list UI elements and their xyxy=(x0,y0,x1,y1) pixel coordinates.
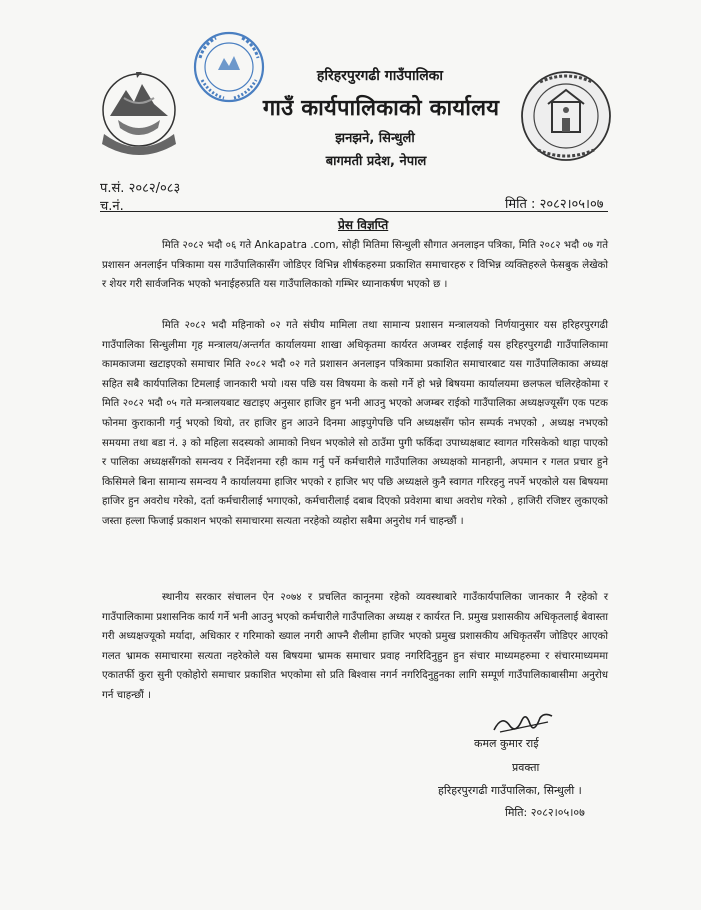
signatory-date: मिति: २०८२।०५।०७ xyxy=(505,806,585,819)
address-line-2: बागमती प्रदेश, नेपाल xyxy=(325,154,427,169)
paragraph-3: स्थानीय सरकार संचालन ऐन २०७४ र प्रचलित कानूनमा रहेको व्यवस्थाबारे गाउँकार्यपालिका जानकार नै रहेको र गाउँपालिकामा प्रशासनिक कार्य गर्ने भनी आउनु भएको कर्मचारीले गाउँपालिका अध्यक्ष र कार्यरत नि. प्रमुख प्रशासकीय अधिकृतलाई बेवास्ता गरी अध्यक्षज्यूको मर्यादा, अधिकार र गरिमाको ख्याल नगरी आफ्नै शैलीमा हाजिर भएको प्रमुख प्रशासकीय अधिकृतसँग जोडिएर आएको गलत भ्रामक समाचारमा सत्यता नहरेकोले यस बिषयमा भ्रामक समाचार प्रवाह नगरिदिनुहुन हुन संचार माध्यमहरुमा र संचारमाध्यममा एकातर्फी कुरा सुनी एकोहोरो समाचार प्रकाशित भएकोमा सो प्रति बिश्वास नगर्न नगरिदिनुहुनका लागि सम्पूर्ण गाउँपालिकाबासीमा अनुरोध गर्न चाहन्छौं । xyxy=(102,592,608,701)
nepal-emblem-icon xyxy=(96,64,182,160)
signature-icon xyxy=(490,708,560,738)
org-name: हरिहरपुरगढी गाउँपालिका xyxy=(316,68,444,84)
signatory-name: कमल कुमार राई xyxy=(474,737,539,750)
address-line-1: झनझने, सिन्धुली xyxy=(335,131,415,146)
reference-number: प.सं. २०८२/०८३ xyxy=(100,181,181,196)
municipality-seal-icon xyxy=(518,68,614,164)
header-divider xyxy=(100,211,608,212)
paragraph-2: मिति २०८२ भदौ महिनाको ०२ गते संघीय मामिला तथा सामान्य प्रशासन मन्त्रालयको निर्णयानुसार यस हरिहरपुरगढी गाउँपालिका सिन्धुलीमा गृह मन्त्रालय/अन्तर्गत कार्यालयमा शाखा अधिकृतमा कार्यरत अजम्बर राईलाई यस हरिहरपुरगढी गाउँपालिकामा कामकाजमा खटाइएको समाचार मिति २०८२ भदौ ०२ गते प्रशासन अनलाइन पत्रिकामा प्रकाशित समाचारबाट यस गाउँपालिकाका अध्यक्ष सहित सबै कार्यपालिका टिमलाई जानकारी भयो ।यस पछि यस विषयमा के कसो गर्ने हो भन्ने बिषयमा कार्यालयमा छलफल चलिरहेकोमा र मिति २०८२ भदौ ०५ गते मन्त्रालयबाट खटाइए अनुसार हाजिर हुन भनी आउनु भएको अजम्बर राईको गाउँपालिका अध्यक्षज्यूसँग एक पटक फोनमा कुराकानी गर्नु भएको थियो, तर हाजिर हुन आउने दिनमा आइपुगेपछि पनि अध्यक्षसँग फोन सम्पर्क नभएको , अध्यक्ष नभएको समयमा तथा बडा नं. ३ को महिला सदस्यको आमाको निधन भएकोले सो ठाउँमा पुगी फर्किदा उपाध्यक्षबाट स्वागत गरिसकेको थाहा पाएको र पालिका अध्यक्षसँगको समन्वय र निर्देशनमा रही काम गर्नु पर्ने कर्मचारीले गाउँपालिका अध्यक्षको मानहानी, अपमान र गलत प्रचार हुने किसिमले बिना सामान्य समन्वय नै कार्यालयमा हाजिर भएको र हाजिर भए पछि अध्यक्षले कुनै स्वागत गरिरहनु नपर्ने भएकोले यस बिषयमा हाजिर हुन अवरोध गरेको, दर्ता कर्मचारीलाई भगाएको, कर्मचारीलाई दबाब दिएको प्रवेशमा बाधा अवरोध गरेको , हाजिरी रजिष्टर लुकाएको जस्ता हल्ला फिजाई प्रकाशन भएको समाचारमा सत्यता नरहेको व्यहोरा सबैमा अनुरोध गर्न चाहन्छौं । xyxy=(102,320,608,527)
paragraph-1: मिति २०८२ भदौ ०६ गते Ankapatra .com, सोही मितिमा सिन्धुली सौगात अनलाइन पत्रिका, मिति २०८२ भदौ ०७ गते प्रशासन अनलाईन पत्रिकामा यस गाउँपालिकासँग जोडिएर विभिन्न शीर्षकहरुमा प्रकाशित समाचारहरु र विभिन्न व्यक्तिहरुले फेसबुक लेखेको र शेयर गरी सार्वजनिक भएको भनाईहरुप्रति यस गाउँपालिकाको गम्भिर ध्यानाकर्षण भएको छ । xyxy=(102,240,608,291)
document-heading: प्रेस विज्ञप्ति xyxy=(338,218,389,232)
office-title: गाउँ कार्यपालिकाको कार्यालय xyxy=(262,96,500,121)
signatory-office: हरिहरपुरगढी गाउँपालिका, सिन्धुली । xyxy=(438,784,582,797)
letter-date: मिति : २०८२।०५।०७ xyxy=(505,197,604,212)
dispatch-number: च.नं. xyxy=(100,199,124,214)
signatory-role: प्रवक्ता xyxy=(512,761,540,774)
